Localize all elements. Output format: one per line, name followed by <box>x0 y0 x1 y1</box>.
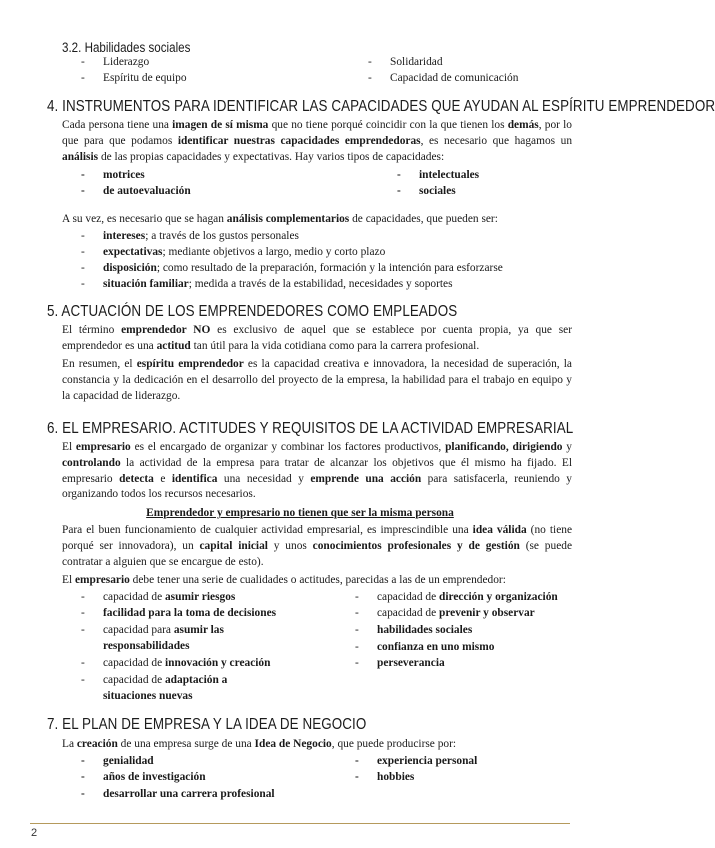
page-number: 2 <box>31 827 38 839</box>
paragraph: El término emprendedor NO es exclusivo de aquel que se establece por cuenta propia, ya que ser emprendedor es una actitud tan útil para la vida cotidiana como para la carrera profesional. <box>62 324 573 352</box>
section-heading: 6. EL EMPRESARIO. ACTITUDES Y REQUISITOS DE LA ACTIVIDAD EMPRESARIAL <box>47 420 574 437</box>
paragraph: La creación de una empresa surge de una Idea de Negocio, que puede producirse por: <box>62 738 457 750</box>
paragraph: Para el buen funcionamiento de cualquier actividad empresarial, es imprescindible una idea válida (no tiene porqué ser innovadora), un capital inicial y unos conocimientos profesionales y de gestión (se puede contratar a alguien que se encargue de esto). <box>62 524 573 568</box>
paragraph: El empresario es el encargado de organizar y combinar los factores productivos, planificando, dirigiendo y controlando la actividad de la empresa para tratar de alcanzar los objetivos que él mismo ha fijado. El empresario detecta e identifica una necesidad y emprende una acción para satisfacerla, reuniendo y organizando todos los recursos necesarios. <box>62 441 572 501</box>
footer-divider <box>30 823 570 824</box>
subsection-title: 3.2. Habilidades sociales <box>62 40 191 55</box>
section-heading: 7. EL PLAN DE EMPRESA Y LA IDEA DE NEGOCIO <box>47 716 367 733</box>
paragraph: El empresario debe tener una serie de cualidades o actitudes, parecidas a las de un emprendedor: <box>62 574 506 586</box>
paragraph: A su vez, es necesario que se hagan análisis complementarios de capacidades, que pueden ser: <box>62 213 498 225</box>
document-page: 3.2. Habilidades sociales - Liderazgo - Espíritu de equipo - Solidaridad - Capacidad de comunicación 4. INSTRUMENTOS PARA IDENTIFICAR LAS CAPACIDADES QUE AYUDAN AL ESPÍRITU EMPRENDEDOR Cada persona tiene una imagen de sí misma que no tiene porqué coincidir con la que tienen los demás, por lo que para que podamos identificar nuestras capacidades emprendedoras, es necesario que hagamos un análisis de las propias capacidades y expectativas. Hay varios tipos de capacidades: - motrices - de autoevaluación - intelectuales - sociales A su vez, es necesario que se hagan análisis complementarios de capacidades, que pueden ser: - intereses; a través de los gustos personales - expectativas; mediante objetivos a largo, medio y corto plazo - disposición; como resultado de la preparación, formación y la intención para esforzarse - situación familiar; medida a través de la estabilidad, necesidades y soportes 5. ACTUACIÓN DE LOS EMPRENDEDORES COMO EMPLEADOS El término emprendedor NO es exclusivo de aquel que se establece por cuenta propia, ya que ser emprendedor es una actitud tan útil para la vida cotidiana como para la carrera profesional. En resumen, el espíritu emprendedor es la capacidad creativa e innovadora, la necesidad de superación, la constancia y la dedicación en el desarrollo del proyecto de la empresa, la habilidad para el trabajo en equipo y la capacidad de liderazgo. 6. EL EMPRESARIO. ACTITUDES Y REQUISITOS DE LA ACTIVIDAD EMPRESARIAL El empresario es el encargado de organizar y combinar los factores productivos, planificando, dirigiendo y controlando la actividad de la empresa para tratar de alcanzar los objetivos que él mismo ha fijado. El empresario detecta e identifica una necesidad y emprende una acción para satisfacerla, reuniendo y organizando todos los recursos necesarios. Emprendedor y empresario no tienen que ser la misma persona Para el buen funcionamiento de cualquier actividad empresarial, es imprescindible una idea válida (no tiene porqué ser innovadora), un capital inicial y unos conocimientos profesionales y de gestión (se puede contratar a alguien que se encargue de esto). El empresario debe tener una serie de cualidades o actitudes, parecidas a las de un emprendedor: - capacidad de asumir riesgos - facilidad para la toma de decisiones - capacidad para asumir las responsabilidades - capacidad de innovación y creación - capacidad de adaptación a situaciones nuevas - capacidad de dirección y organización - capacidad de prevenir y observar - habilidades sociales - confianza en uno mismo - perseverancia 7. EL PLAN DE EMPRESA Y LA IDEA DE NEGOCIO La creación de una empresa surge de una Idea de Negocio, que puede producirse por: - genialidad - años de investigación - desarrollar una carrera profesional - experiencia personal - hobbies 2 <box>0 0 600 848</box>
underlined-note: Emprendedor y empresario no tienen que ser la misma persona <box>146 507 454 519</box>
paragraph: En resumen, el espíritu emprendedor es la capacidad creativa e innovadora, la necesidad de superación, la constancia y la dedicación en el desarrollo del proyecto de la empresa, la habilidad para el trabajo en equipo y la capacidad de liderazgo. <box>62 358 572 402</box>
section-heading: 5. ACTUACIÓN DE LOS EMPRENDEDORES COMO EMPLEADOS <box>47 303 458 320</box>
paragraph: Cada persona tiene una imagen de sí misma que no tiene porqué coincidir con la que tienen los demás, por lo que para que podamos identificar nuestras capacidades emprendedoras, es necesario que hagamos un análisis de las propias capacidades y expectativas. Hay varios tipos de capacidades: <box>62 119 573 163</box>
section-heading: 4. INSTRUMENTOS PARA IDENTIFICAR LAS CAPACIDADES QUE AYUDAN AL ESPÍRITU EMPRENDEDOR <box>47 98 715 115</box>
